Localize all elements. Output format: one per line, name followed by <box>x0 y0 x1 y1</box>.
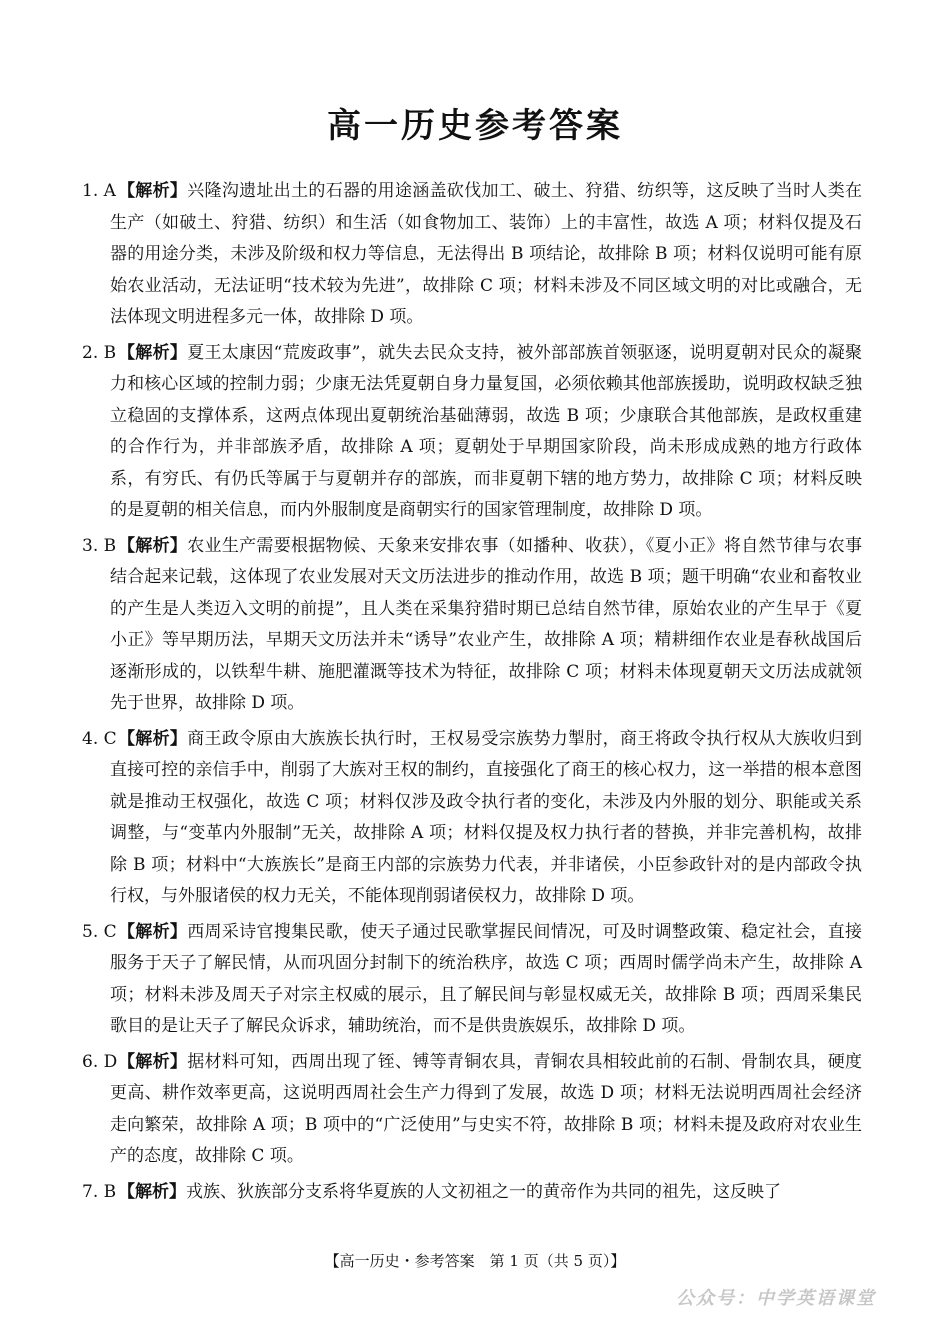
analysis-text: 商王政令原由大族族长执行时，王权易受宗族势力掣肘，商王将政令执行权从大族收归到直接可控的亲信手中，削弱了大族对王权的制约，直接强化了商王的核心权力，这一举措的根本意图就是推动王权强化，故选 C 项；材料仅涉及政令执行者的变化，未涉及内外服的划分、职能或关系调整，与“变革内外服制”无关，故排除 A 项；材料仅提及权力执行者的替换，并非完善机构，故排除 B 项；材料中“大族族长”是商王内部的宗族势力代表，并非诸侯，小臣参政针对的是内部政令执行权，与外服诸侯的权力无关，不能体现削弱诸侯权力，故排除 D 项。 <box>110 728 863 906</box>
question-body <box>110 1047 862 1173</box>
question-body <box>110 338 862 527</box>
question-item <box>82 1177 862 1209</box>
analysis-tag: 【解析】 <box>118 342 188 363</box>
analysis-text: 农业生产需要根据物候、天象来安排农事（如播种、收获），《夏小正》将自然节律与农事结合起来记载，这体现了农业发展对天文历法进步的推动作用，故选 B 项；题干明确“农业和畜牧业的产生是人类迈入文明的前提”，且人类在采集狩猎时期已总结自然节律，原始农业的产生早于《夏小正》等早期历法，早期天文历法并未“诱导”农业产生，故排除 A 项；精耕细作农业是春秋战国后逐渐形成的，以铁犁牛耕、施肥灌溉等技术为特征，故排除 C 项；材料未体现夏朝天文历法成就领先于世界，故排除 D 项。 <box>110 535 863 713</box>
question-number: 1. A <box>82 181 116 201</box>
question-body <box>110 917 862 1043</box>
analysis-tag: 【解析】 <box>118 728 188 749</box>
analysis-tag: 【解析】 <box>118 1181 186 1202</box>
analysis-tag: 【解析】 <box>118 181 188 201</box>
question-number: 3. B <box>82 535 117 556</box>
analysis-text: 兴隆沟遗址出土的石器的用途涵盖砍伐加工、破土、狩猎、纺织等，这反映了当时人类在生产（如破土、狩猎、纺织）和生活（如食物加工、装饰）上的丰富性，故选 A 项；材料仅提及石器的用途分类，未涉及阶级和权力等信息，无法得出 B 项结论，故排除 B 项；材料仅说明可能有原始农业活动，无法证明“技术较为先进”，故排除 C 项；材料未涉及不同区域文明的对比或融合，无法体现文明进程多元一体，故排除 D 项。 <box>110 181 863 327</box>
watermark: 公众号：中学英语课堂 <box>676 1288 876 1309</box>
analysis-tag: 【解析】 <box>118 535 188 556</box>
question-item <box>82 531 862 720</box>
question-item <box>82 1047 862 1173</box>
question-item <box>82 338 862 527</box>
question-number: 7. B <box>82 1181 117 1202</box>
question-item <box>82 724 862 913</box>
analysis-text: 西周采诗官搜集民歌，使天子通过民歌掌握民间情况，可及时调整政策、稳定社会，直接服务于天子了解民情，从而巩固分封制下的统治秩序，故选 C 项；西周时儒学尚未产生，故排除 A 项；材料未涉及周天子对宗主权威的展示，且了解民间与彰显权威无关，故排除 B 项；西周采集民歌目的是让天子了解民众诉求，辅助统治，而不是供贵族娱乐，故排除 D 项。 <box>110 921 863 1036</box>
question-number: 2. B <box>82 342 117 363</box>
question-body <box>110 176 862 334</box>
question-body <box>110 531 862 720</box>
question-item <box>82 176 862 334</box>
analysis-text: 戎族、狄族部分支系将华夏族的人文初祖之一的黄帝作为共同的祖先，这反映了 <box>186 1181 781 1202</box>
analysis-tag: 【解析】 <box>118 921 188 942</box>
question-number: 4. C <box>82 728 117 749</box>
analysis-text: 据材料可知，西周出现了铚、镈等青铜农具，青铜农具相较此前的石制、骨制农具，硬度更高、耕作效率更高，这说明西周社会生产力得到了发展，故选 D 项；材料无法说明西周社会经济走向繁荣，故排除 A 项；B 项中的“广泛使用”与史实不符，故排除 B 项；材料未提及政府对农业生产的态度，故排除 C 项。 <box>110 1051 863 1166</box>
question-body <box>110 724 862 913</box>
question-item <box>82 917 862 1043</box>
analysis-tag: 【解析】 <box>118 1051 188 1072</box>
question-number: 6. D <box>82 1051 118 1072</box>
question-number: 5. C <box>82 921 117 942</box>
page-title: 高一历史参考答案 <box>327 106 623 146</box>
question-body <box>110 1177 862 1209</box>
answer-list <box>82 176 862 1212</box>
page-footer: 【高一历史・参考答案 第 1 页（共 5 页）】 <box>324 1252 626 1270</box>
analysis-text: 夏王太康因“荒废政事”，就失去民众支持，被外部部族首领驱逐，说明夏朝对民众的凝聚力和核心区域的控制力弱；少康无法凭夏朝自身力量复国，必须依赖其他部族援助，说明政权缺乏独立稳固的支撑体系，这两点体现出夏朝统治基础薄弱，故选 B 项；少康联合其他部族，是政权重建的合作行为，并非部族矛盾，故排除 A 项；夏朝处于早期国家阶段，尚未形成成熟的地方行政体系，有穷氏、有仍氏等属于与夏朝并存的部族，而非夏朝下辖的地方势力，故排除 C 项；材料反映的是夏朝的相关信息，而内外服制度是商朝实行的国家管理制度，故排除 D 项。 <box>110 342 863 520</box>
